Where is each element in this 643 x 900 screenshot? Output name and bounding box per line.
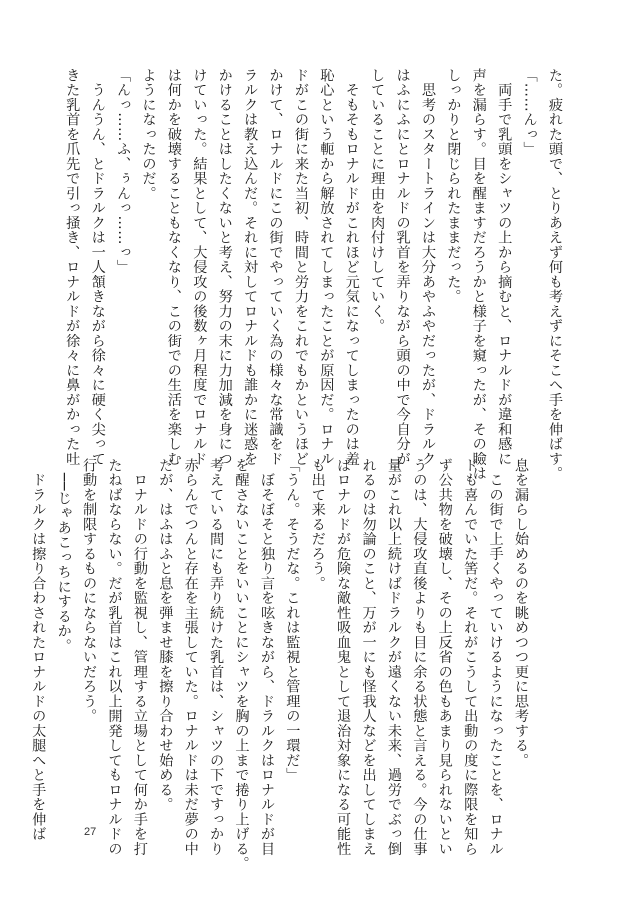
text-line: 赤らんでつんと存在を主張していた。ロナルドは未だ夢の中	[182, 458, 199, 857]
text-line: は何かを破壊することもなくなり、この街での生活を楽しむ	[165, 68, 182, 467]
text-line: 声を漏らす。目を醒ますだろうかと様子を窺ったが、その瞼は	[470, 68, 487, 481]
text-line: きた乳首を爪先で引っ掻き、ロナルドが徐々に鼻がかった吐	[64, 68, 81, 467]
text-line: 行動を制限するものにならないだろう。	[81, 458, 98, 724]
text-line: かけることはしたくないと考え、努力の末に力加減を身につ	[216, 68, 233, 467]
text-line: そもそもロナルドがこれほど元気になってしまったのは羞	[343, 68, 360, 467]
text-line: 量がこれ以上続けばドラルクが遠くない未来、過労でぶっ倒	[385, 458, 402, 857]
text-line: 両手で乳頭をシャツの上から摘むと、ロナルドが違和感に	[496, 68, 513, 467]
text-line: けていった。結果として、大侵攻の後数ヶ月程度でロナルド	[191, 68, 208, 467]
text-line: も出て来るだろう。	[309, 458, 326, 591]
text-line: 思考のスタートラインは大分あやふやだったが、ドラルク	[419, 68, 436, 467]
text-line: 「んっ……ふ、ぅんっ……っ」	[115, 68, 132, 275]
text-line: 「……んっ」	[521, 68, 538, 157]
text-line: ぼそぼそと独り言を呟きながら、ドラルクはロナルドが目	[258, 458, 275, 857]
text-line: この街で上手くやっていけるようになったことを、ロナル	[487, 458, 504, 857]
text-line: 考えている間にも弄り続けた乳首は、シャツの下ですっかり	[208, 458, 225, 857]
text-line: 「うん。そうだな。これは監視と管理の一環だ」	[284, 458, 301, 783]
text-line: していることに理由を肉付けしていく。	[369, 68, 386, 334]
text-line: だが、はふはふと息を弾ませ膝を擦り合わせ始める。	[157, 458, 174, 812]
text-line: たねばならない。だが乳首はこれ以上開発してもロナルドの	[106, 458, 123, 857]
text-line: ドラルクは擦り合わされたロナルドの太腿へと手を伸ば	[30, 458, 47, 842]
text-line: うのは、大侵攻直後よりも目に余る状態と言える。今の仕事	[411, 458, 428, 857]
text-line: ──じゃあこっちにするか。	[55, 458, 72, 654]
text-line: うんうん、とドラルクは一人頷きながら徐々に硬く尖って	[89, 68, 106, 467]
text-line: 恥心という軛から解放されてしまったことが原因だ。ロナル	[318, 68, 335, 467]
text-line: た。疲れた頭で、とりあえず何も考えずにそこへ手を伸ばす。	[547, 68, 563, 481]
text-line: 息を漏らし始めるのを眺めつつ更に思考する。	[513, 458, 529, 768]
text-line: しっかりと閉じられたままだった。	[445, 68, 462, 304]
text-line: ラルクは教え込んだ。それに対してロナルドも誰かに迷惑を	[242, 68, 259, 467]
page-number: 27	[84, 826, 97, 838]
text-line: はふにふにとロナルドの乳首を弄りながら頭の中で今自分が	[394, 68, 411, 467]
text-line: ようになったのだ。	[140, 68, 157, 201]
text-line: ず公共物を破壊し、その上反省の色もあまり見られないとい	[436, 458, 453, 857]
text-line: ドも喜んでいた筈だ。それがこうして出動の度に際限を知ら	[462, 458, 479, 857]
text-line: ドがこの街に来た当初、時間と労力をこれでもかというほど	[292, 68, 309, 467]
text-line: ばロナルドが危険な敵性吸血鬼として退治対象になる可能性	[335, 458, 352, 857]
text-line: ロナルドの行動を監視し、管理する立場として何か手を打	[131, 458, 148, 857]
text-line: かけて、ロナルドにこの街でやっていく為の様々な常識をド	[267, 68, 284, 467]
text-block-upper	[59, 68, 567, 481]
text-line: を醒さないことをいいことにシャツを胸の上まで捲り上げる。	[233, 458, 250, 871]
text-line: れるのは勿論のこと、万が一にも怪我人などを出してしまえ	[360, 458, 377, 857]
